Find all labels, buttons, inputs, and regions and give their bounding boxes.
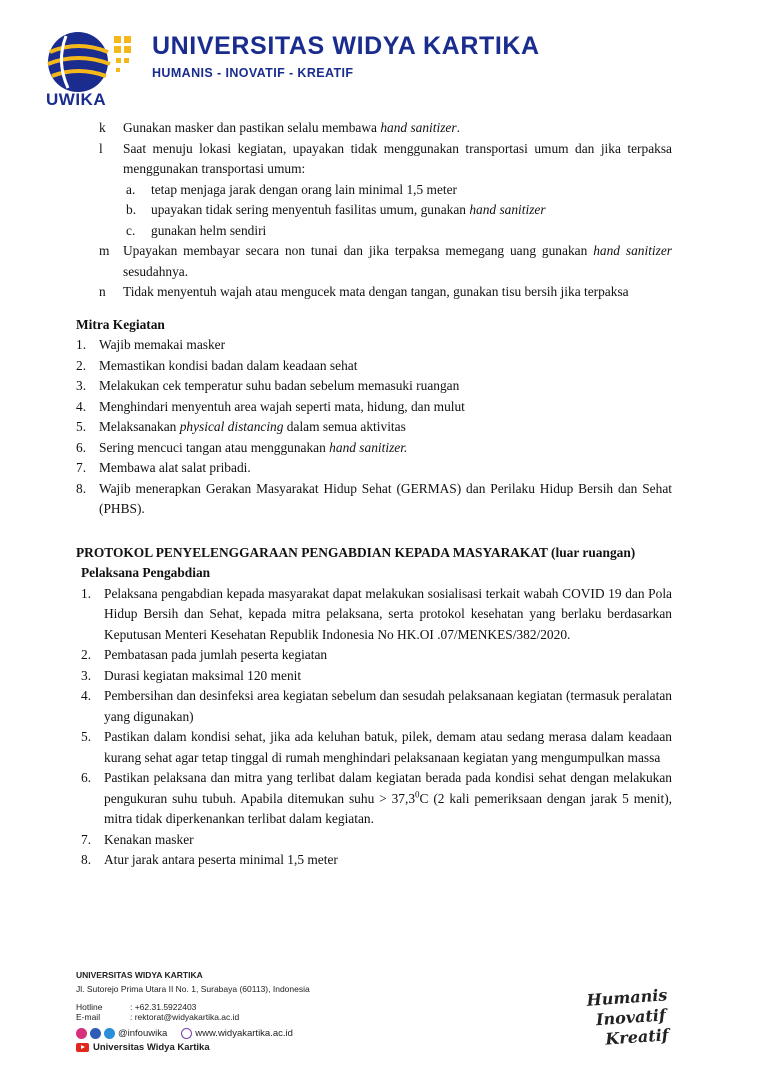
university-tagline: HUMANIS - INOVATIF - KREATIF (152, 66, 354, 80)
lettered-list (76, 118, 672, 180)
list-marker: 7. (76, 460, 87, 475)
footer-social (76, 1028, 376, 1039)
footer-hotline: Hotline : +62.31.5922403 (76, 1002, 197, 1012)
twitter-icon[interactable] (104, 1028, 115, 1039)
list-item: m Upayakan membayar secara non tunai dan jika terpaksa memegang uang gunakan hand sanitizer sesudahnya. (99, 243, 672, 279)
list-item: c. gunakan helm sendiri (76, 221, 672, 242)
facebook-icon[interactable] (90, 1028, 101, 1039)
list-marker: n (99, 284, 106, 299)
sub-list (76, 180, 672, 242)
logo-wordmark: UWIKA (46, 90, 107, 109)
list-item: l Saat menuju lokasi kegiatan, upayakan tidak menggunakan transportasi umum dan jika terpaksa menggunakan transportasi umum: (99, 140, 672, 176)
list-item: 5. Pastikan dalam kondisi sehat, jika ada keluhan batuk, pilek, demam atau sedang merasa dalam keadaan kurang sehat agar tetap tinggal di rumah menghindari pelaksanaan kegiatan yang mengumpulkan massa (81, 729, 672, 765)
university-name: UNIVERSITAS WIDYA KARTIKA (152, 32, 540, 60)
list-marker: b. (126, 202, 137, 217)
list-item: 8. Wajib menerapkan Gerakan Masyarakat Hidup Sehat (GERMAS) dan Perilaku Hidup Bersih dan Sehat (PHBS). (76, 480, 672, 516)
instagram-icon[interactable] (76, 1028, 87, 1039)
list-marker: 8. (76, 480, 87, 496)
list-marker: 1. (81, 585, 92, 601)
document-body (76, 118, 672, 871)
list-marker: 3. (76, 378, 87, 393)
list-marker: m (99, 243, 110, 258)
list-marker: 5. (81, 729, 92, 744)
list-item: b. upayakan tidak sering menyentuh fasilitas umum, gunakan hand sanitizer (76, 200, 672, 221)
list-marker: a. (126, 181, 136, 197)
footer-university-name: UNIVERSITAS WIDYA KARTIKA (76, 970, 203, 980)
list-marker: 2. (76, 357, 87, 373)
list-marker: 7. (81, 831, 92, 847)
subheading-pelaksana: Pelaksana Pengabdian (81, 565, 211, 580)
list-marker: 4. (76, 398, 87, 414)
list-marker: 2. (81, 647, 92, 662)
list-marker: k (99, 120, 106, 135)
list-item: 1. Pelaksana pengabdian kepada masyarakat dapat melakukan sosialisasi terkait wabah COVID 19 dan Pola Hidup Bersih dan Sehat, kepada mitra pelaksana, serta protokol kesehatan yang berlaku berdasarkan Keputusan Menteri Kesehatan Republik Indonesia No HK.OI .07/MENKES/382/2020. (81, 585, 672, 642)
list-marker: 5. (76, 419, 87, 434)
list-marker: 6. (76, 439, 87, 455)
list-item: 7. Membawa alat salat pribadi. (76, 458, 672, 479)
list-marker: 4. (81, 688, 92, 703)
email-link[interactable]: : rektorat@widyakartika.ac.id (130, 1012, 240, 1022)
section-heading-mitra: Mitra Kegiatan (76, 316, 165, 332)
motto-signature: Humanis Inovatif Kreatif (586, 985, 670, 1049)
footer-address: Jl. Sutorejo Prima Utara II No. 1, Surabaya (60113), Indonesia (76, 984, 310, 994)
list-item: 8. Atur jarak antara peserta minimal 1,5 meter (81, 850, 672, 871)
youtube-icon (76, 1043, 89, 1052)
hotline-number[interactable]: : +62.31.5922403 (130, 1002, 197, 1012)
social-handle[interactable]: @infouwika (118, 1028, 168, 1039)
list-marker: 3. (81, 667, 92, 683)
globe-icon (181, 1028, 192, 1039)
list-item: 4. Menghindari menyentuh area wajah seperti mata, hidung, dan mulut (76, 397, 672, 418)
list-item: 2. Pembatasan pada jumlah peserta kegiatan (81, 645, 672, 666)
numbered-list-mitra (76, 335, 672, 520)
list-item: 3. Melakukan cek temperatur suhu badan sebelum memasuki ruangan (76, 376, 672, 397)
footer (76, 970, 376, 1053)
list-marker: 8. (81, 852, 92, 867)
list-marker: c. (126, 222, 136, 238)
list-item: k Gunakan masker dan pastikan selalu membawa hand sanitizer. (76, 118, 672, 139)
letterhead (0, 0, 768, 112)
section-heading-protokol: PROTOKOL PENYELENGGARAAN PENGABDIAN KEPADA MASYARAKAT (luar ruangan) (76, 544, 636, 560)
list-item: 6. Pastikan pelaksana dan mitra yang terlibat dalam kegiatan berada pada kondisi sehat dengan melakukan pengukuran suhu tubuh. Apabila ditemukan suhu > $37,3^0C$ (2 kali pemeriksaan dengan jarak 5 menit), mitra tidak diperkenankan terlibat dalam kegiatan. (81, 770, 672, 826)
numbered-list-protokol (76, 584, 672, 871)
list-marker: 6. (81, 770, 92, 785)
lettered-list (76, 241, 672, 303)
list-item: 1. Wajib memakai masker (76, 335, 672, 356)
list-item: a. tetap menjaga jarak dengan orang lain minimal 1,5 meter (76, 180, 672, 201)
list-item: 6. Sering mencuci tangan atau menggunakan hand sanitizer. (76, 438, 672, 459)
list-item: 3. Durasi kegiatan maksimal 120 menit (81, 666, 672, 687)
youtube-channel[interactable]: Universitas Widya Kartika (93, 1042, 210, 1053)
footer-youtube[interactable] (76, 1042, 376, 1053)
list-item: n Tidak menyentuh wajah atau mengucek mata dengan tangan, gunakan tisu bersih jika terpaksa (76, 282, 672, 303)
list-item: 7. Kenakan masker (81, 830, 672, 851)
list-marker: l (99, 140, 103, 156)
list-item: 4. Pembersihan dan desinfeksi area kegiatan sebelum dan sesudah pelaksanaan kegiatan (termasuk peralatan yang digunakan) (81, 688, 672, 724)
list-marker: 1. (76, 337, 87, 352)
website-link[interactable]: www.widyakartika.ac.id (195, 1028, 293, 1039)
list-item: 5. Melaksanakan physical distancing dalam semua aktivitas (76, 417, 672, 438)
list-item: 2. Memastikan kondisi badan dalam keadaan sehat (76, 356, 672, 377)
footer-email: E-mail : rektorat@widyakartika.ac.id (76, 1012, 240, 1022)
